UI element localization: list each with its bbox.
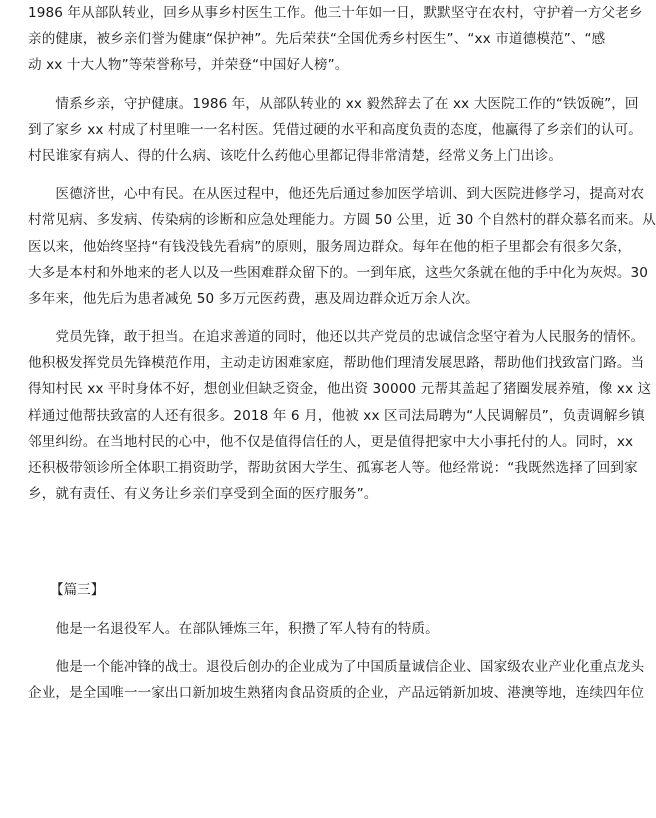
document-page <box>28 0 656 718</box>
paragraph-p3 <box>28 181 656 312</box>
paragraph-p6 <box>28 654 645 706</box>
text-line: 医德济世，心中有民。在从医过程中，他还先后通过参加医学培训、到大医院进修学习，提高对农 <box>28 186 645 203</box>
text-line: 他积极发挥党员先锋模范作用，主动走访困难家庭，帮助他们理清发展思路，帮助他们找致富门路。当 <box>28 355 645 372</box>
text-line: 企业，是全国唯一一家出口新加坡生熟猪肉食品资质的企业，产品远销新加坡、港澳等地，连续四年位 <box>28 684 645 701</box>
section-gap <box>28 519 553 577</box>
paragraph-p5 <box>28 616 553 642</box>
text-line: 情系乡亲，守护健康。1986 年，从部队转业的 xx 毅然辞去了在 xx 大医院工作的“铁饭碗”，回 <box>28 95 639 112</box>
text-line: 1986 年从部队转业，回乡从事乡村医生工作。他三十年如一日，默默坚守在农村，守护着一方父老乡 <box>28 5 643 21</box>
text-line: 样通过他帮扶致富的人还有很多。2018 年 6 月，他被 xx 区司法局聘为“人民调解员”，负责调解乡镇 <box>28 407 645 424</box>
text-line: 还积极带领诊所全体职工捐资助学，帮助贫困大学生、孤寡老人等。他经常说：“我既然选择了回到家 <box>28 460 638 476</box>
section-heading: 【篇三】 <box>50 582 105 599</box>
paragraph-p2 <box>28 91 642 170</box>
text-line: 到了家乡 xx 村成了村里唯一一名村医。凭借过硬的水平和高度负责的态度，他赢得了乡亲们的认可。 <box>28 121 642 138</box>
text-line: 村常见病、多发病、传染病的诊断和应急处理能力。方圆 50 公里，近 30 个自然村的群众慕名而来。从 <box>28 212 656 229</box>
text-line: 动 xx 十大人物”等荣誉称号，并荣登“中国好人榜”。 <box>28 57 349 74</box>
text-line: 村民谁家有病人、得的什么病、该吃什么药他心里都记得非常清楚，经常义务上门出诊。 <box>28 147 563 164</box>
text-line: 他是一个能冲锋的战士。退役后创办的企业成为了中国质量诚信企业、国家级农业产业化重点龙头 <box>28 658 645 675</box>
text-line: 大多是本村和外地来的老人以及一些困难群众留下的。一到年底，这些欠条就在他的手中化为灰烬。30 <box>28 264 649 281</box>
text-line: 乡，就有责任、有义务让乡亲们享受到全面的医疗服务”。 <box>28 486 378 503</box>
text-line: 党员先锋，敢于担当。在追求善道的同时，他还以共产党员的忠诚信念坚守着为人民服务的情怀。 <box>28 329 645 346</box>
text-line: 得知村民 xx 平时身体不好，想创业但缺乏资金，他出资 30000 元帮其盖起了猪圈发展养殖，像 xx 这 <box>28 381 652 398</box>
paragraph-p4 <box>28 324 652 507</box>
text-line: 邻里纠纷。在当地村民的心中，他不仅是值得信任的人，更是值得把家中大小事托付的人。同时，xx <box>28 433 634 450</box>
section-heading-gap <box>28 604 553 616</box>
paragraph-p1 <box>28 0 643 79</box>
text-line: 医以来，他始终坚持“有钱没钱先看病”的原则，服务周边群众。每年在他的柜子里都会有很多欠条， <box>28 238 632 255</box>
text-line: 多年来，他先后为患者减免 50 多万元医药费，惠及周边群众近万余人次。 <box>28 290 479 307</box>
text-line: 他是一名退役军人。在部队锤炼三年，积攒了军人特有的特质。 <box>28 620 439 637</box>
document-body-bottom <box>28 616 645 707</box>
document-body-top <box>28 0 656 507</box>
text-line: 亲的健康，被乡亲们誉为健康“保护神”。先后荣获“全国优秀乡村医生”、“xx 市道德模范”、“感 <box>28 31 606 48</box>
